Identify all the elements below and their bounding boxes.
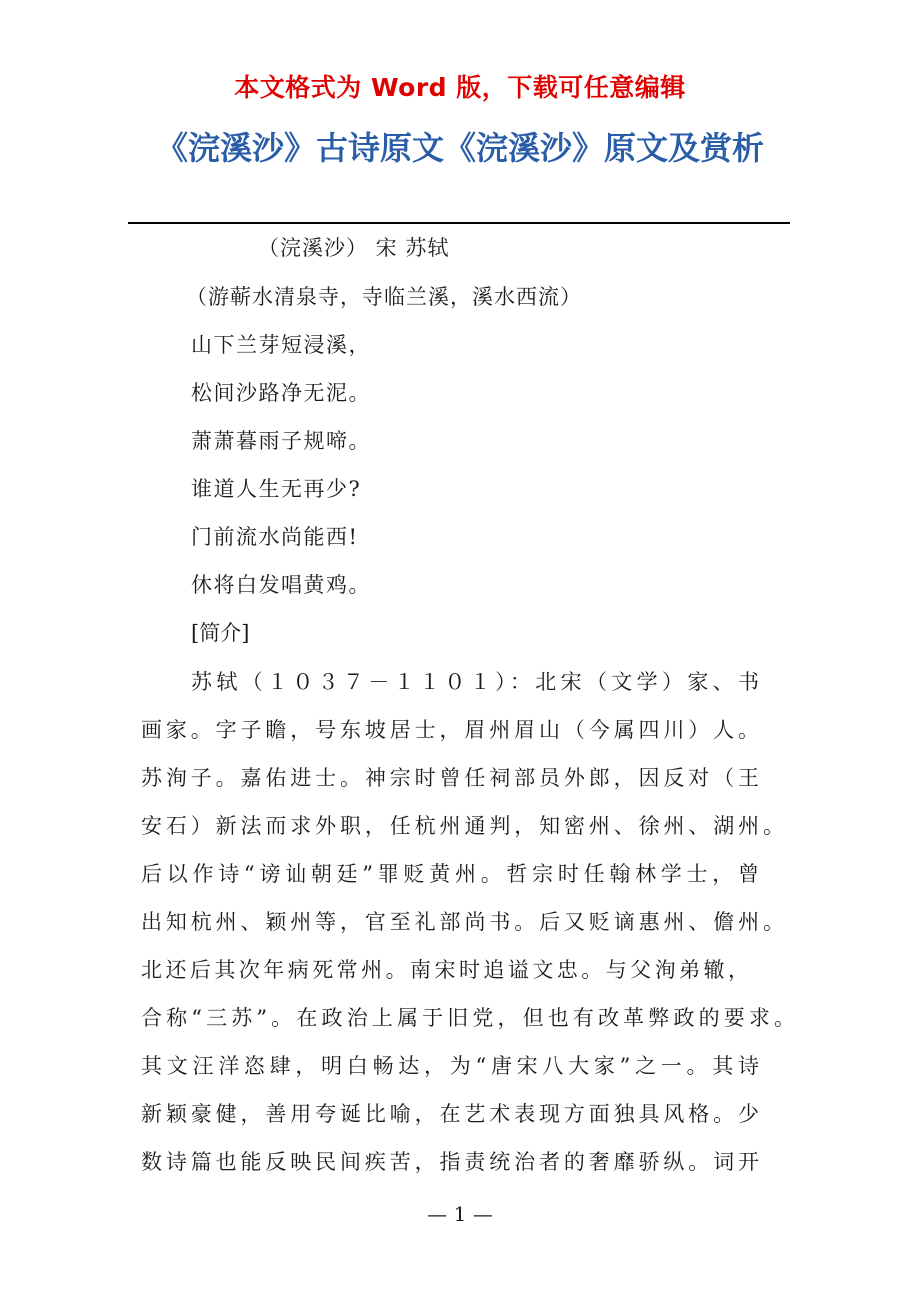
intro-paragraph-line: 后以作诗“谤讪朝廷”罪贬黄州。哲宗时任翰林学士，曾 (141, 862, 764, 886)
poem-line: 门前流水尚能西! (191, 525, 359, 549)
poem-line: 谁道人生无再少? (191, 477, 362, 501)
title-divider (128, 222, 790, 224)
poem-heading: （浣溪沙） 宋 苏轼 (258, 236, 450, 260)
document-title: 《浣溪沙》古诗原文《浣溪沙》原文及赏析 (155, 129, 764, 167)
intro-label: [简介] (191, 621, 250, 645)
poem-line: 休将白发唱黄鸡。 (191, 573, 371, 597)
format-notice: 本文格式为 Word 版，下载可任意编辑 (234, 73, 686, 102)
intro-paragraph-line: 其文汪洋恣肆，明白畅达，为“唐宋八大家”之一。其诗 (141, 1054, 764, 1078)
intro-paragraph-line: 苏轼（１０３７－１１０１）：北宋（文学）家、书 (191, 670, 764, 694)
intro-paragraph-line: 数诗篇也能反映民间疾苦，指责统治者的奢靡骄纵。词开 (141, 1150, 763, 1174)
intro-paragraph-line: 出知杭州、颖州等，官至礼部尚书。后又贬谪惠州、儋州。 (141, 910, 788, 934)
intro-paragraph-line: 安石）新法而求外职，任杭州通判，知密州、徐州、湖州。 (141, 814, 788, 838)
page-number: — 1 — (427, 1202, 493, 1226)
intro-paragraph-line: 北还后其次年病死常州。南宋时追谥文忠。与父洵弟辙， (141, 958, 753, 982)
intro-paragraph-line: 合称“三苏”。在政治上属于旧党，但也有改革弊政的要求。 (141, 1006, 800, 1030)
poem-subtitle: （游蕲水清泉寺，寺临兰溪，溪水西流） (186, 285, 582, 309)
poem-line: 山下兰芽短浸溪， (191, 333, 371, 357)
poem-line: 萧萧暮雨子规啼。 (191, 429, 371, 453)
intro-paragraph-line: 新颖豪健，善用夸诞比喻，在艺术表现方面独具风格。少 (141, 1102, 763, 1126)
intro-paragraph-line: 苏洵子。嘉佑进士。神宗时曾任祠部员外郎，因反对（王 (141, 766, 763, 790)
poem-line: 松间沙路净无泥。 (191, 381, 371, 405)
intro-paragraph-line: 画家。字子瞻，号东坡居士，眉州眉山（今属四川）人。 (141, 718, 763, 742)
